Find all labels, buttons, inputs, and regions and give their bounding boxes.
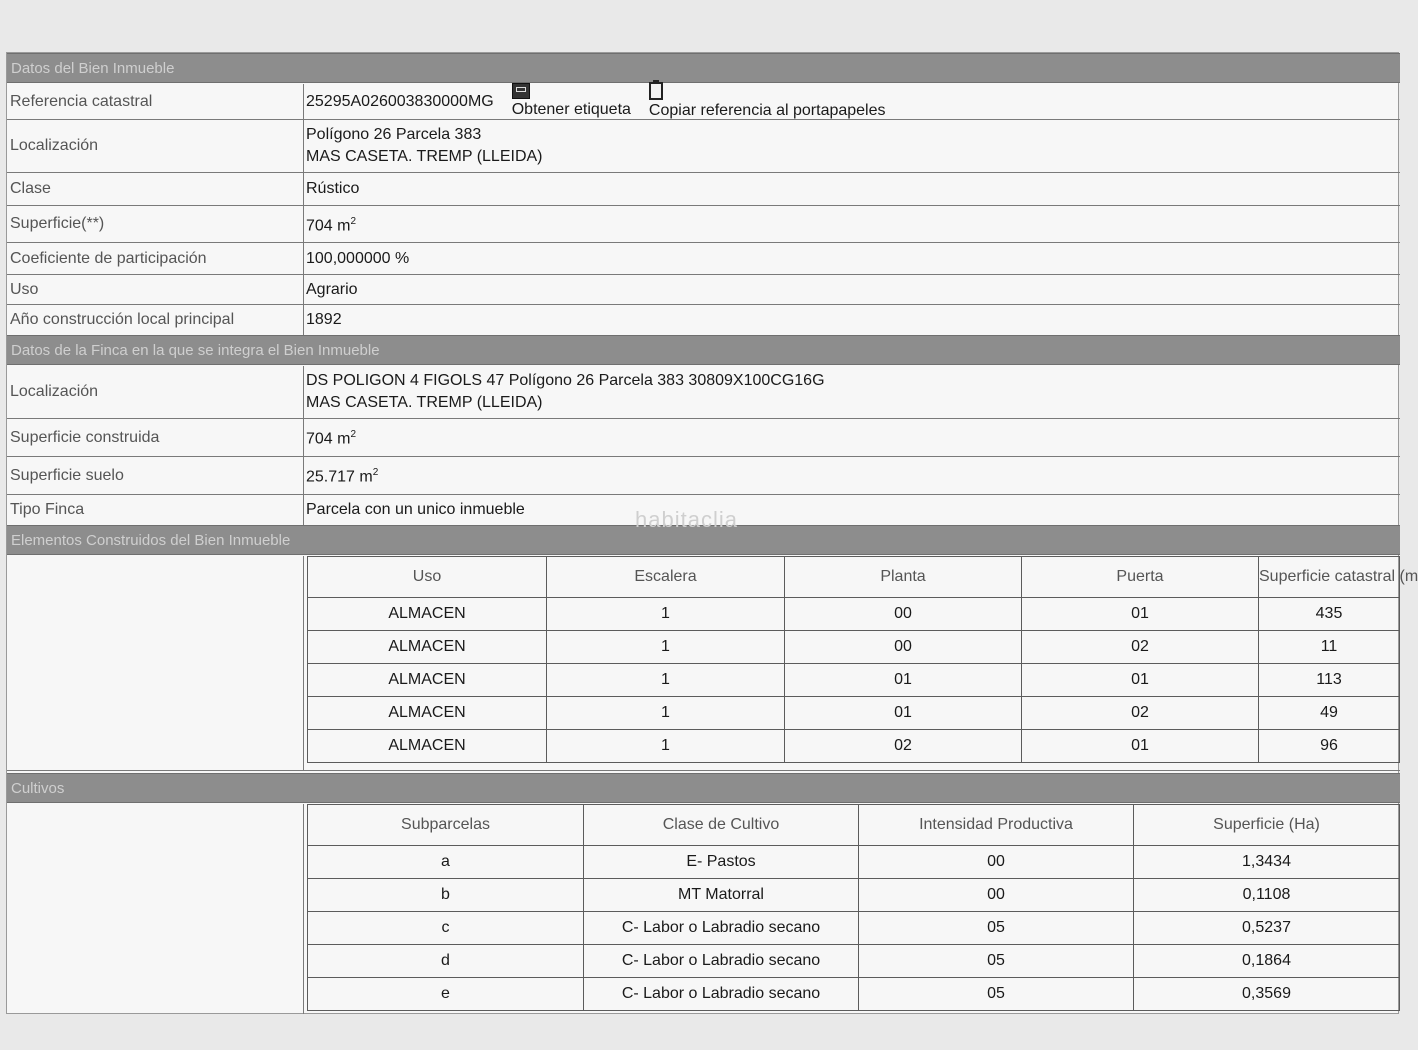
cell-puerta: 01	[1022, 598, 1259, 631]
cadastral-sheet	[6, 52, 1418, 1014]
value-referencia	[306, 84, 1400, 119]
label-coeficiente: Coeficiente de participación	[7, 243, 304, 274]
sup-construida-value: 704 $m^2$	[306, 429, 357, 448]
cell-intensidad: 00	[859, 846, 1134, 879]
cell-escalera: 1	[547, 664, 785, 697]
cell-superficie: 113	[1259, 664, 1400, 697]
label-printer-icon	[512, 83, 530, 99]
finca-localizacion-line2: MAS CASETA. TREMP (LLEIDA)	[306, 394, 543, 411]
cell-superficie-ha: 1,3434	[1134, 846, 1400, 879]
label-anio: Año construcción local principal	[7, 305, 304, 335]
cell-puerta: 01	[1022, 664, 1259, 697]
table-row	[308, 945, 1400, 978]
cell-escalera: 1	[547, 598, 785, 631]
cell-clase-cultivo: C- Labor o Labradio secano	[584, 978, 859, 1011]
localizacion-line1: Polígono 26 Parcela 383	[306, 126, 482, 143]
table-row	[308, 978, 1400, 1011]
cell-clase-cultivo: MT Matorral	[584, 879, 859, 912]
cell-puerta: 01	[1022, 730, 1259, 763]
cell-escalera: 1	[547, 730, 785, 763]
clipboard-icon	[649, 82, 663, 100]
cell-subparcela: c	[308, 912, 584, 945]
col-planta: Planta	[785, 557, 1022, 598]
elementos-block	[7, 556, 1418, 771]
cell-planta: 00	[785, 631, 1022, 664]
col-escalera: Escalera	[547, 557, 785, 598]
cell-uso: ALMACEN	[308, 598, 547, 631]
cell-intensidad: 05	[859, 912, 1134, 945]
cell-superficie: 435	[1259, 598, 1400, 631]
finca-localizacion-line1: DS POLIGON 4 FIGOLS 47 Polígono 26 Parcela 383 30809X100CG16G	[306, 372, 825, 389]
row-uso	[7, 275, 1400, 305]
obtener-etiqueta-label: Obtener etiqueta	[511, 100, 631, 118]
value-localizacion	[306, 120, 1400, 172]
localizacion-line2: MAS CASETA. TREMP (LLEIDA)	[306, 148, 543, 165]
table-row	[308, 598, 1400, 631]
cell-clase-cultivo: E- Pastos	[584, 846, 859, 879]
section-header-elementos: Elementos Construidos del Bien Inmueble	[7, 525, 1400, 555]
cell-superficie-ha: 0,3569	[1134, 978, 1400, 1011]
cell-intensidad: 05	[859, 978, 1134, 1011]
row-sup-construida	[7, 419, 1400, 457]
label-tipo-finca: Tipo Finca	[7, 495, 304, 525]
row-localizacion	[7, 120, 1400, 173]
section-header-finca: Datos de la Finca en la que se integra el Bien Inmueble	[7, 335, 1400, 365]
col-intensidad: Intensidad Productiva	[859, 805, 1134, 846]
col-superficie-ha: Superficie (Ha)	[1134, 805, 1400, 846]
clase-value: Rústico	[306, 180, 360, 197]
cell-intensidad: 05	[859, 945, 1134, 978]
row-sup-suelo	[7, 457, 1400, 495]
col-puerta: Puerta	[1022, 557, 1259, 598]
table-row	[308, 631, 1400, 664]
col-subparcelas: Subparcelas	[308, 805, 584, 846]
uso-value: Agrario	[306, 280, 358, 298]
section-header-cultivos: Cultivos	[7, 773, 1400, 803]
cell-escalera: 1	[547, 631, 785, 664]
cell-subparcela: d	[308, 945, 584, 978]
elementos-table	[307, 556, 1418, 763]
cell-puerta: 02	[1022, 697, 1259, 730]
row-finca-localizacion	[7, 366, 1400, 419]
table-row	[308, 664, 1400, 697]
label-sup-construida: Superficie construida	[7, 419, 304, 456]
col-superficie-catastral: Superficie catastral (m	[1259, 557, 1400, 598]
cell-planta: 01	[785, 697, 1022, 730]
cell-planta: 01	[785, 664, 1022, 697]
label-finca-localizacion: Localización	[7, 366, 304, 418]
superficie-value: 704 $m^2$	[306, 215, 357, 235]
cell-clase-cultivo: C- Labor o Labradio secano	[584, 912, 859, 945]
cell-intensidad: 00	[859, 879, 1134, 912]
cell-uso: ALMACEN	[308, 631, 547, 664]
cell-superficie-ha: 0,5237	[1134, 912, 1400, 945]
copiar-referencia-label: Copiar referencia al portapapeles	[648, 101, 886, 119]
obtener-etiqueta-link[interactable]	[512, 83, 631, 121]
cultivos-table	[307, 804, 1400, 1011]
label-localizacion: Localización	[7, 120, 304, 172]
table-row	[308, 846, 1400, 879]
cell-superficie: 49	[1259, 697, 1400, 730]
cultivos-block	[7, 804, 1400, 1014]
cultivos-header-row	[308, 805, 1400, 846]
cell-subparcela: a	[308, 846, 584, 879]
cell-superficie-ha: 0,1108	[1134, 879, 1400, 912]
cell-clase-cultivo: C- Labor o Labradio secano	[584, 945, 859, 978]
cell-subparcela: b	[308, 879, 584, 912]
row-coeficiente	[7, 243, 1400, 275]
table-row	[308, 697, 1400, 730]
cell-uso: ALMACEN	[308, 697, 547, 730]
label-superficie: Superficie(**)	[7, 206, 304, 242]
coeficiente-value: 100,000000 %	[306, 249, 410, 267]
cell-planta: 00	[785, 598, 1022, 631]
section-header-bien: Datos del Bien Inmueble	[7, 53, 1400, 83]
cell-escalera: 1	[547, 697, 785, 730]
cell-superficie: 11	[1259, 631, 1400, 664]
cell-uso: ALMACEN	[308, 664, 547, 697]
cell-superficie-ha: 0,1864	[1134, 945, 1400, 978]
row-referencia	[7, 84, 1400, 120]
cell-subparcela: e	[308, 978, 584, 1011]
row-superficie	[7, 206, 1400, 243]
row-anio	[7, 305, 1400, 335]
label-uso: Uso	[7, 275, 304, 304]
label-referencia: Referencia catastral	[7, 84, 304, 119]
tipo-finca-value: Parcela con un unico inmueble	[306, 501, 525, 518]
table-row	[308, 912, 1400, 945]
row-clase	[7, 173, 1400, 206]
col-uso: Uso	[308, 557, 547, 598]
referencia-catastral-value: 25295A026003830000MG	[306, 92, 494, 110]
sup-suelo-value: 25.717 $m^2$	[306, 467, 379, 486]
col-clase-cultivo: Clase de Cultivo	[584, 805, 859, 846]
label-clase: Clase	[7, 173, 304, 205]
elementos-header-row	[308, 557, 1400, 598]
label-sup-suelo: Superficie suelo	[7, 457, 304, 494]
cell-puerta: 02	[1022, 631, 1259, 664]
cell-uso: ALMACEN	[308, 730, 547, 763]
table-row	[308, 879, 1400, 912]
cell-superficie: 96	[1259, 730, 1400, 763]
watermark-text: habitaclia	[635, 507, 738, 532]
copiar-referencia-link[interactable]	[649, 82, 886, 122]
table-row	[308, 730, 1400, 763]
anio-value: 1892	[306, 311, 342, 328]
cell-planta: 02	[785, 730, 1022, 763]
